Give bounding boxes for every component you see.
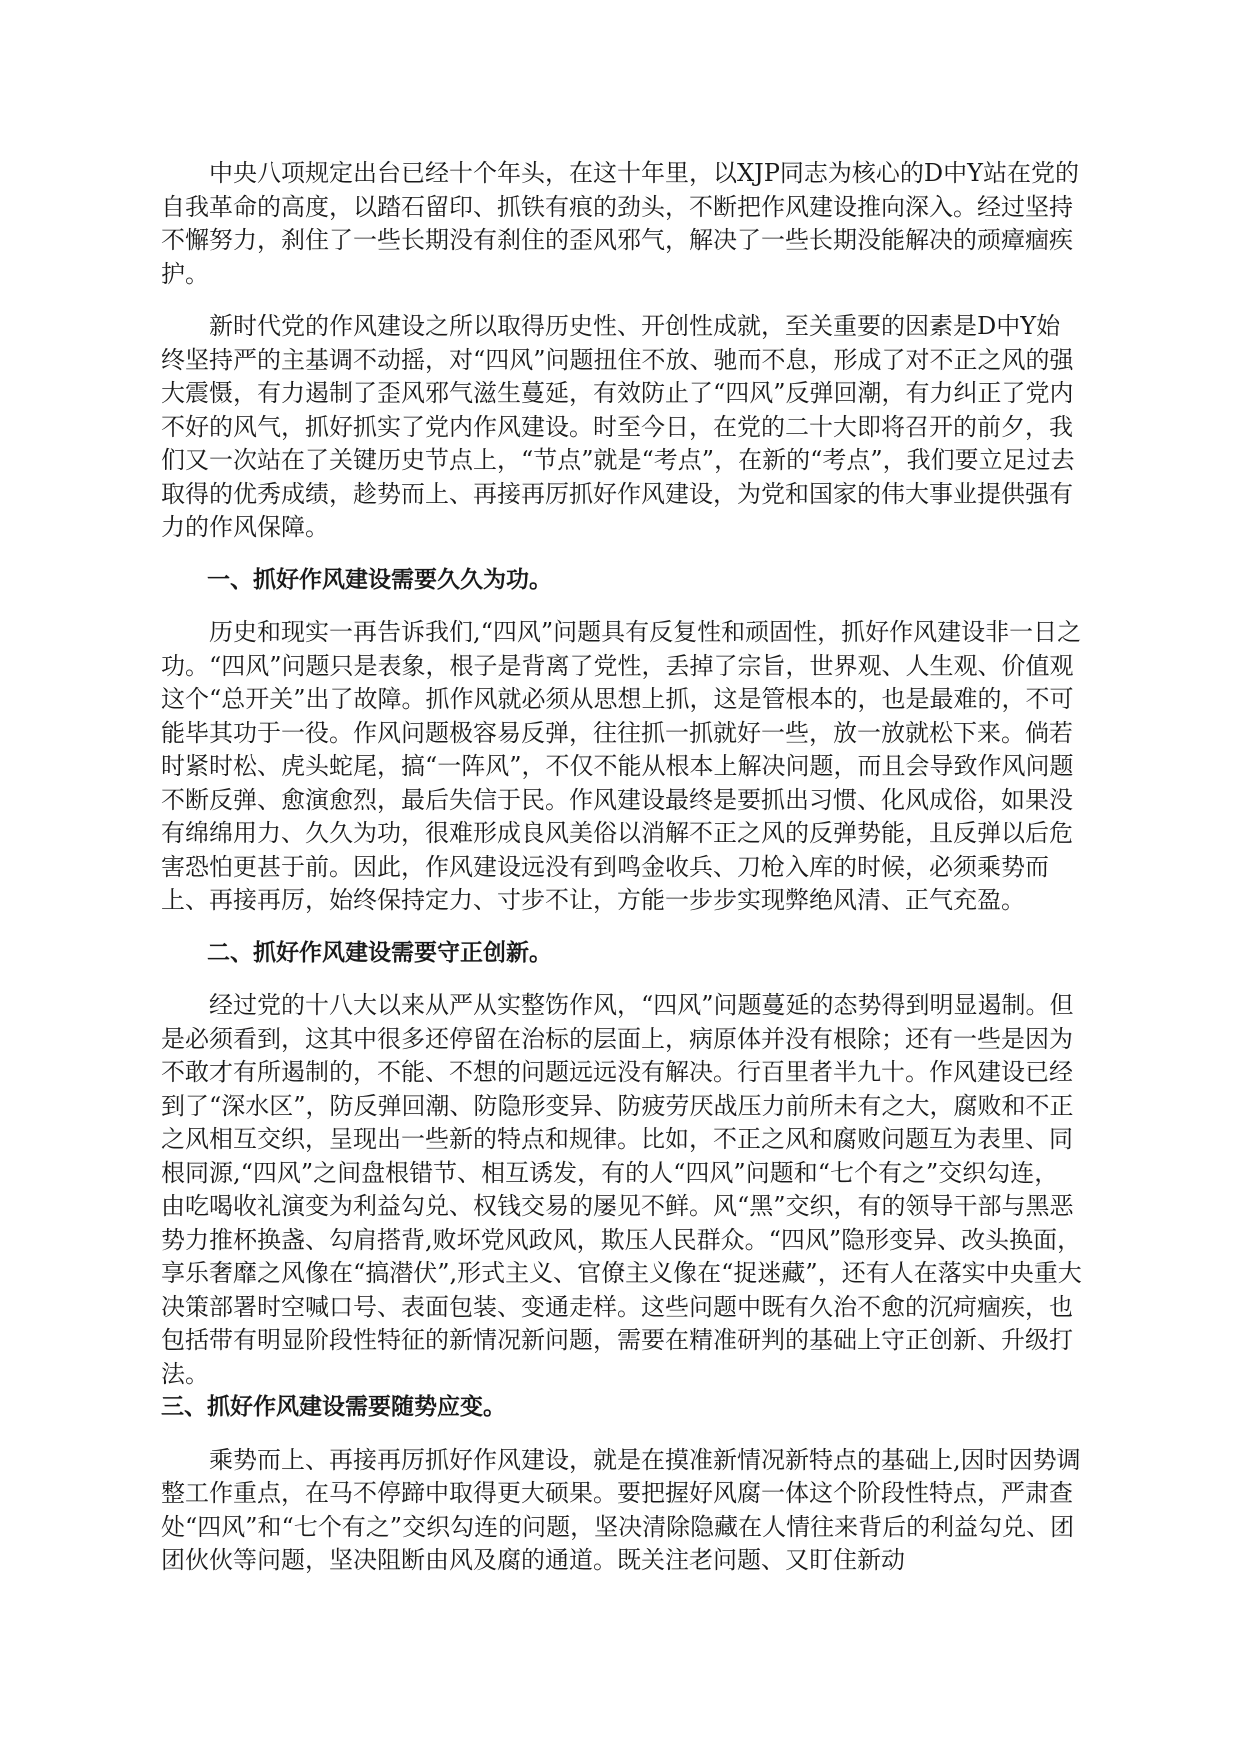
- section-heading-3: 三、抓好作风建设需要随势应变。: [161, 1394, 506, 1420]
- paragraph-section-3: 乘势而上、再接再厉抓好作风建设，就是在摸准新情况新特点的基础上,因时因势调整工作重点，在马不停蹄中取得更大硕果。要把握好风腐一体这个阶段性特点，严肃查处“四风”和“七个有之”交织勾连的问题，坚决清除隐藏在人情往来背后的利益勾兑、团团伙伙等问题，坚决阻断由风及腐的通道。既关注老问题、又盯住新动: [161, 1445, 1081, 1574]
- paragraph-intro: 中央八项规定出台已经十个年头，在这十年里，以XJP同志为核心的D中Y站在党的自我革命的高度，以踏石留印、抓铁有痕的劲头，不断把作风建设推向深入。经过坚持不懈努力，刹住了一些长期没有刹住的歪风邪气，解决了一些长期没能解决的顽瘴痼疾护。: [161, 159, 1079, 288]
- section-heading-1: 一、抓好作风建设需要久久为功。: [207, 566, 552, 593]
- section-heading-2: 二、抓好作风建设需要守正创新。: [207, 939, 552, 966]
- paragraph-achievements: 新时代党的作风建设之所以取得历史性、开创性成就，至关重要的因素是D中Y始终坚持严的主基调不动摇，对“四风”问题扭住不放、驰而不息，形成了对不正之风的强大震慑，有力遏制了歪风邪气滋生蔓延，有效防止了“四风”反弹回潮，有力纠正了党内不好的风气，抓好抓实了党内作风建设。时至今日，在党的二十大即将召开的前夕，我们又一次站在了关键历史节点上，“节点”就是“考点”，在新的“考点”，我们要立足过去取得的优秀成绩，趁势而上、再接再厉抓好作风建设，为党和国家的伟大事业提供强有力的作风保障。: [161, 312, 1075, 541]
- paragraph-section-1: 历史和现实一再告诉我们,“四风”问题具有反复性和顽固性，抓好作风建设非一日之功。“四风”问题只是表象，根子是背离了党性，丢掉了宗旨，世界观、人生观、价值观这个“总开关”出了故障。抓作风就必须从思想上抓，这是管根本的，也是最难的，不可能毕其功于一役。作风问题极容易反弹，往往抓一抓就好一些，放一放就松下来。倘若时紧时松、虎头蛇尾，搞“一阵风”，不仅不能从根本上解决问题，而且会导致作风问题不断反弹、愈演愈烈，最后失信于民。作风建设最终是要抓出习惯、化风成俗，如果没有绵绵用力、久久为功，很难形成良风美俗以消解不正之风的反弹势能，且反弹以后危害恐怕更甚于前。因此，作风建设远没有到鸣金收兵、刀枪入库的时候，必须乘势而上、再接再厉，始终保持定力、寸步不让，方能一步步实现弊绝风清、正气充盈。: [161, 618, 1082, 914]
- paragraph-section-2: 经过党的十八大以来从严从实整饬作风，“四风”问题蔓延的态势得到明显遏制。但是必须看到，这其中很多还停留在治标的层面上，病原体并没有根除；还有一些是因为不敢才有所遏制的，不能、不想的问题远远没有解决。行百里者半九十。作风建设已经到了“深水区”，防反弹回潮、防隐形变异、防疲劳厌战压力前所未有之大，腐败和不正之风相互交织，呈现出一些新的特点和规律。比如，不正之风和腐败问题互为表里、同根同源,“四风”之间盘根错节、相互诱发，有的人“四风”问题和“七个有之”交织勾连，由吃喝收礼演变为利益勾兑、权钱交易的屡见不鲜。风“黑”交织，有的领导干部与黑恶势力推杯换盏、勾肩搭背,败坏党风政风，欺压人民群众。“四风”隐形变异、改头换面，享乐奢靡之风像在“搞潜伏”,形式主义、官僚主义像在“捉迷藏”，还有人在落实中央重大决策部署时空喊口号、表面包装、变通走样。这些问题中既有久治不愈的沉疴痼疾，也包括带有明显阶段性特征的新情况新问题，需要在精准研判的基础上守正创新、升级打法。: [161, 991, 1082, 1388]
